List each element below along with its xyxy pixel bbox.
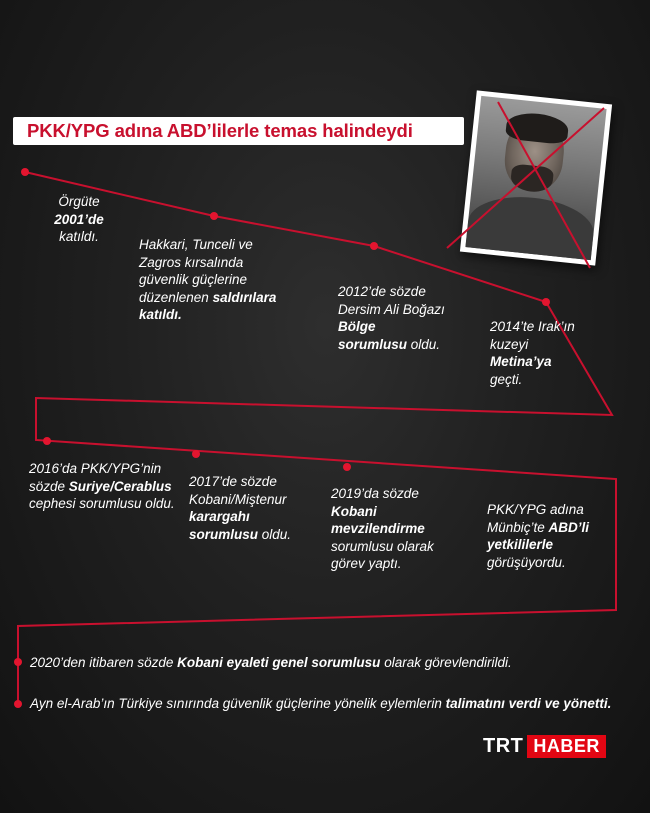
event-text: 2017’de sözde Kobani/Miştenur [189,474,287,507]
event-highlight: saldırılara katıldı. [139,289,277,322]
event-highlight: Kobani eyaleti genel sorumlusu [177,655,381,670]
event-text: Hakkari, Tunceli ve Zagros kırsalında güvenlik güçlerine düzenlenen [139,237,253,305]
event-highlight: Kobani mevzilendirme [331,503,425,536]
event-2012 [338,283,448,353]
event-highlight: ABD’li yetkililerle [487,519,590,552]
event-highlight: talimatını verdi ve yönetti. [445,696,612,711]
portrait-image [465,96,606,260]
event-manbij [487,501,597,571]
event-attacks [139,236,284,324]
timeline-dot-2 [210,212,218,220]
event-text: PKK/YPG adına Münbiç’te [487,502,584,535]
timeline-dot-9 [14,700,22,708]
timeline-dot-5 [43,437,51,445]
logo-haber: HABER [527,735,606,758]
event-2017 [189,473,314,543]
event-text: oldu. [410,336,441,352]
event-2019 [331,485,451,573]
event-2020 [30,654,630,672]
event-text: oldu. [261,526,292,542]
event-text: 2016’da PKK/YPG’nin sözde [29,461,162,494]
timeline-dot-4 [542,298,550,306]
event-text: 2019’da sözde [331,486,419,501]
event-text: sorumlusu olarak görev yaptı. [331,538,434,571]
trt-haber-logo [483,735,606,757]
event-text: görüşüyordu. [487,554,566,570]
event-highlight: Bölge sorumlusu [338,319,408,352]
event-highlight: karargahı sorumlusu [189,509,259,542]
event-highlight: Suriye/Cerablus [68,478,172,494]
event-2014 [490,318,600,388]
portrait-beard [510,163,554,193]
event-text: Ayn el-Arab’ın Türkiye sınırında güvenlik güçlerine yönelik eylemlerin [30,696,442,711]
event-text: 2014’te Irak’ın kuzeyi [490,319,575,352]
timeline-dot-6 [192,450,200,458]
portrait-photo [460,90,612,265]
event-text: 2020’den itibaren sözde [30,655,174,670]
portrait-body [465,191,596,260]
logo-trt: TRT [483,734,524,757]
event-2016 [29,460,177,513]
event-text: olarak görevlendirildi. [384,655,512,670]
event-highlight: 2001’de [54,211,104,227]
event-text: geçti. [490,371,523,387]
event-text: cephesi sorumlusu oldu. [29,496,175,511]
event-border-ops [30,695,615,713]
timeline-dot-1 [21,168,29,176]
timeline-dot-3 [370,242,378,250]
event-text: 2012’de sözde Dersim Ali Boğazı [338,284,445,317]
event-text: katıldı. [59,229,99,244]
timeline-dot-8 [14,658,22,666]
event-text: Örgüte [58,194,100,209]
page-title: PKK/YPG adına ABD’lilerle temas halindeydi [13,117,464,145]
event-highlight: Metina’ya [490,354,552,369]
event-2001 [34,193,124,246]
timeline-dot-7 [343,463,351,471]
